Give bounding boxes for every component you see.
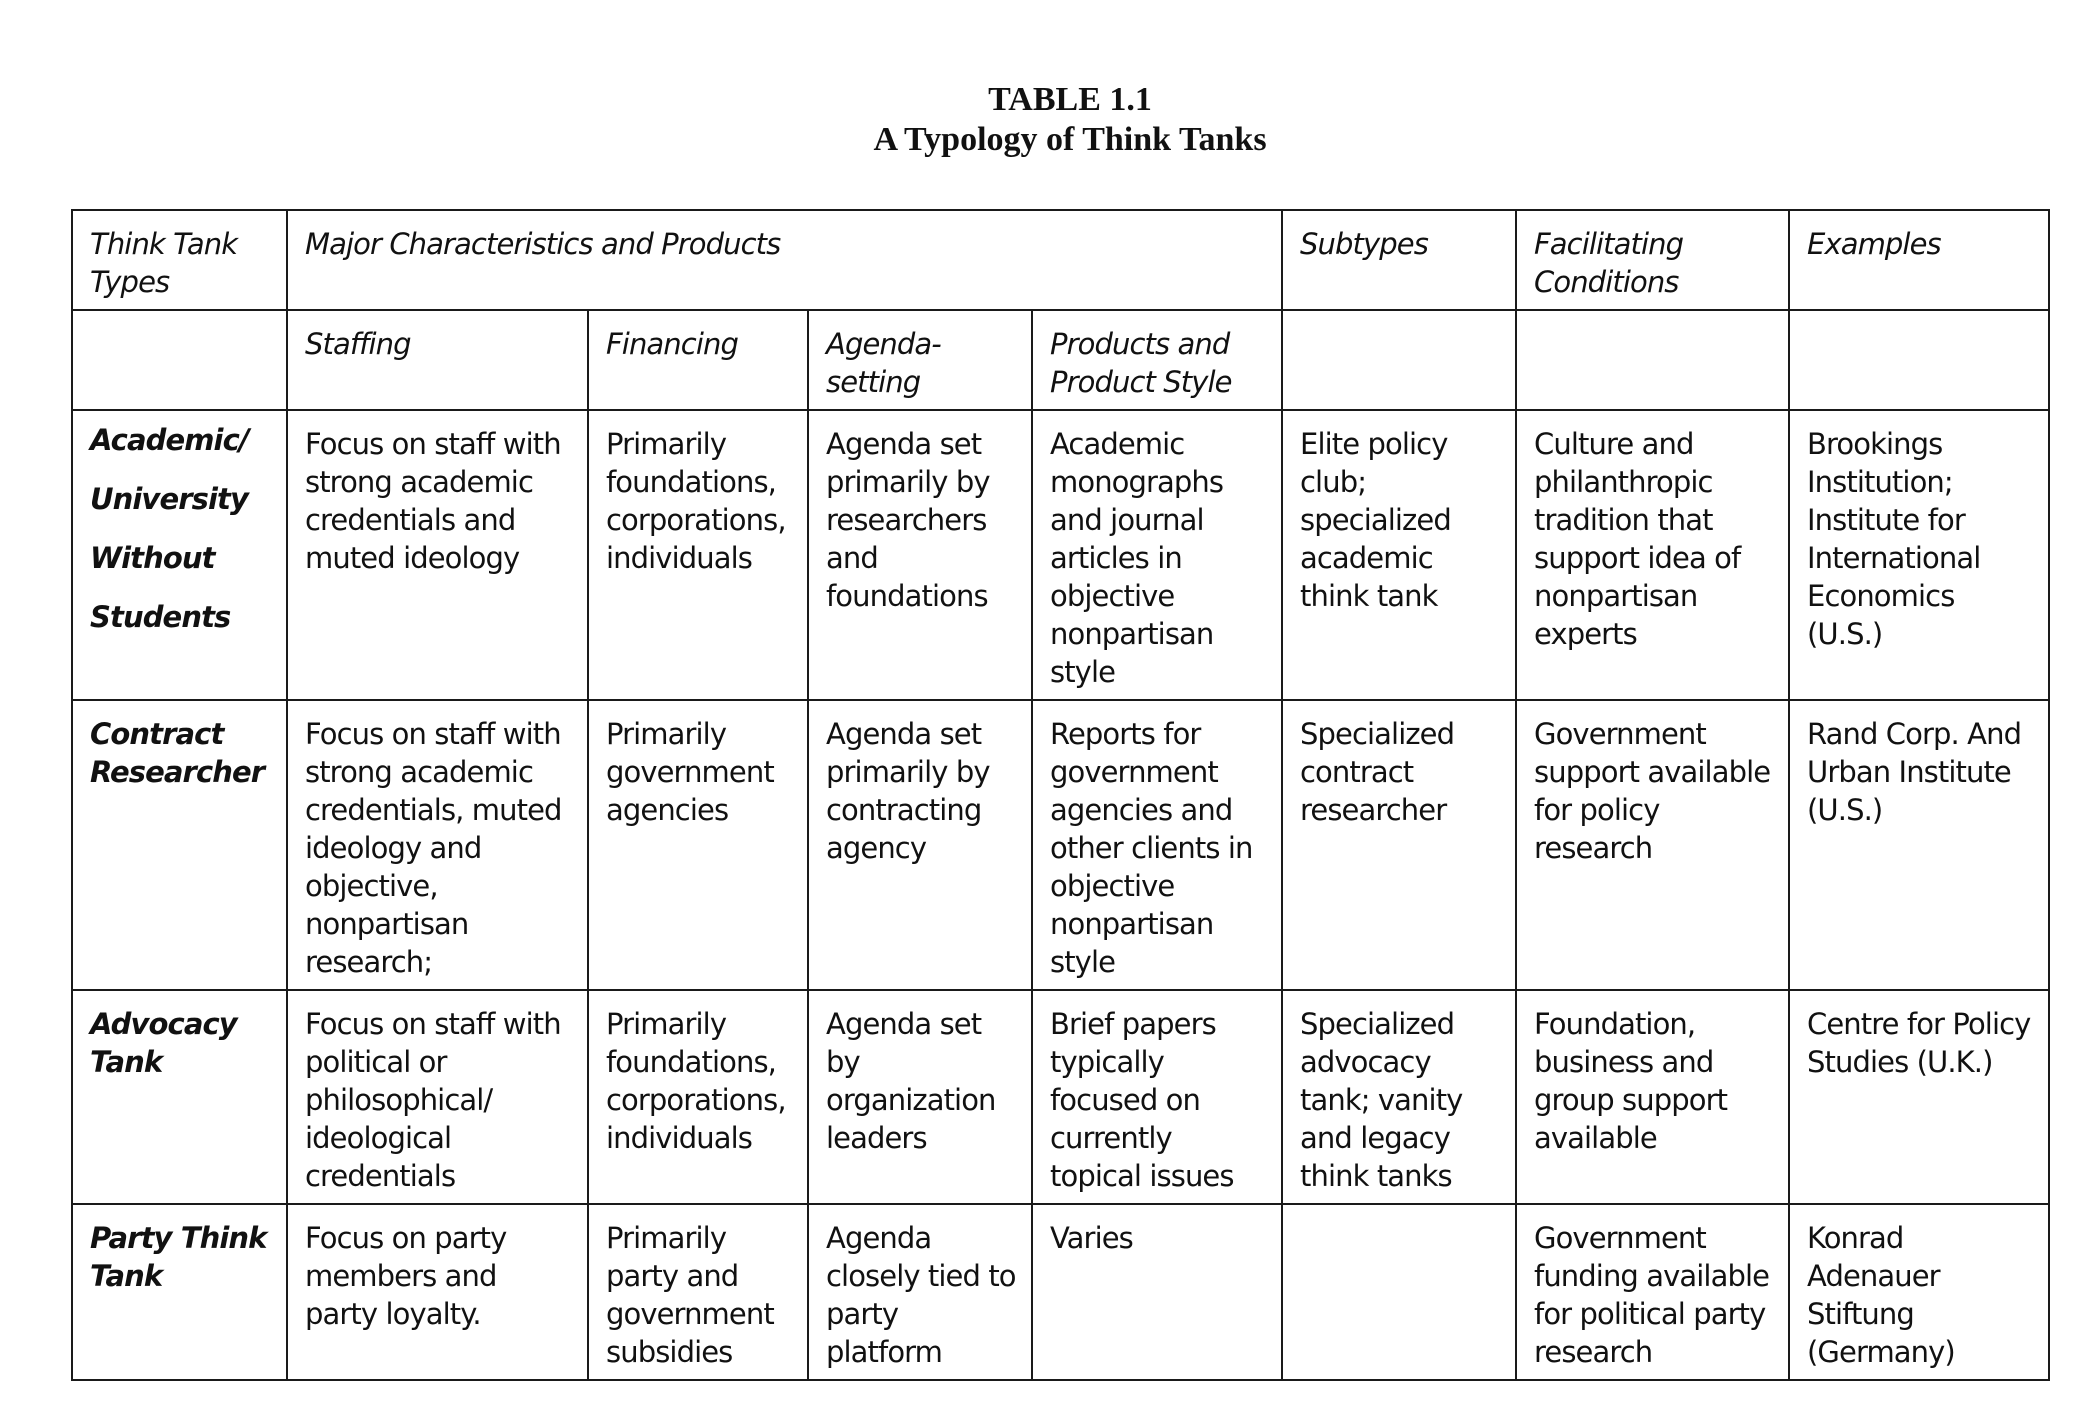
row-type: Academic/ University Without Students [72, 410, 287, 700]
cell-subtypes: Elite policy club; specialized academic think tank [1282, 410, 1516, 700]
typology-table [71, 209, 2050, 1381]
cell-conditions: Government support available for policy research [1516, 700, 1789, 990]
header-empty-cell [1789, 310, 2049, 410]
header-subtypes: Subtypes [1282, 210, 1516, 310]
header-major-characteristics: Major Characteristics and Products [287, 210, 1282, 310]
cell-examples: Brookings Institution; Institute for International Economics (U.S.) [1789, 410, 2049, 700]
row-type: Party Think Tank [72, 1204, 287, 1380]
header-empty-cell [72, 310, 287, 410]
header-facilitating-conditions: Facilitating Conditions [1516, 210, 1789, 310]
row-type: Contract Researcher [72, 700, 287, 990]
cell-financing: Primarily foundations, corporations, individuals [588, 990, 808, 1204]
cell-subtypes [1282, 1204, 1516, 1380]
cell-agenda: Agenda set by organization leaders [808, 990, 1032, 1204]
cell-staffing: Focus on staff with political or philosophical/ ideological credentials [287, 990, 588, 1204]
table-row [72, 410, 2049, 700]
cell-examples: Konrad Adenauer Stiftung (Germany) [1789, 1204, 2049, 1380]
cell-examples: Rand Corp. And Urban Institute (U.S.) [1789, 700, 2049, 990]
header-agenda-setting: Agenda-setting [808, 310, 1032, 410]
header-row-1 [72, 210, 2049, 310]
table-number: TABLE 1.1 [988, 81, 1152, 118]
table-row [72, 1204, 2049, 1380]
cell-conditions: Government funding available for political party research [1516, 1204, 1789, 1380]
table-row [72, 700, 2049, 990]
header-staffing: Staffing [287, 310, 588, 410]
cell-financing: Primarily party and government subsidies [588, 1204, 808, 1380]
cell-subtypes: Specialized contract researcher [1282, 700, 1516, 990]
header-products: Products and Product Style [1032, 310, 1282, 410]
cell-staffing: Focus on party members and party loyalty. [287, 1204, 588, 1380]
header-empty-cell [1516, 310, 1789, 410]
cell-products: Brief papers typically focused on currently topical issues [1032, 990, 1282, 1204]
cell-products: Reports for government agencies and other clients in objective nonpartisan style [1032, 700, 1282, 990]
cell-agenda: Agenda set primarily by contracting agency [808, 700, 1032, 990]
table-row [72, 990, 2049, 1204]
header-row-2 [72, 310, 2049, 410]
row-type: Advocacy Tank [72, 990, 287, 1204]
table-title: A Typology of Think Tanks [873, 121, 1267, 158]
cell-products: Varies [1032, 1204, 1282, 1380]
cell-agenda: Agenda set primarily by researchers and foundations [808, 410, 1032, 700]
cell-examples: Centre for Policy Studies (U.K.) [1789, 990, 2049, 1204]
header-examples: Examples [1789, 210, 2049, 310]
header-financing: Financing [588, 310, 808, 410]
cell-conditions: Culture and philanthropic tradition that support idea of nonpartisan experts [1516, 410, 1789, 700]
cell-subtypes: Specialized advocacy tank; vanity and legacy think tanks [1282, 990, 1516, 1204]
cell-agenda: Agenda closely tied to party platform [808, 1204, 1032, 1380]
header-think-tank-types: Think Tank Types [72, 210, 287, 310]
table-caption [0, 80, 2093, 160]
cell-financing: Primarily foundations, corporations, individuals [588, 410, 808, 700]
cell-products: Academic monographs and journal articles in objective nonpartisan style [1032, 410, 1282, 700]
cell-conditions: Foundation, business and group support available [1516, 990, 1789, 1204]
cell-financing: Primarily government agencies [588, 700, 808, 990]
cell-staffing: Focus on staff with strong academic credentials and muted ideology [287, 410, 588, 700]
cell-staffing: Focus on staff with strong academic credentials, muted ideology and objective, nonpartisan research; [287, 700, 588, 990]
header-empty-cell [1282, 310, 1516, 410]
